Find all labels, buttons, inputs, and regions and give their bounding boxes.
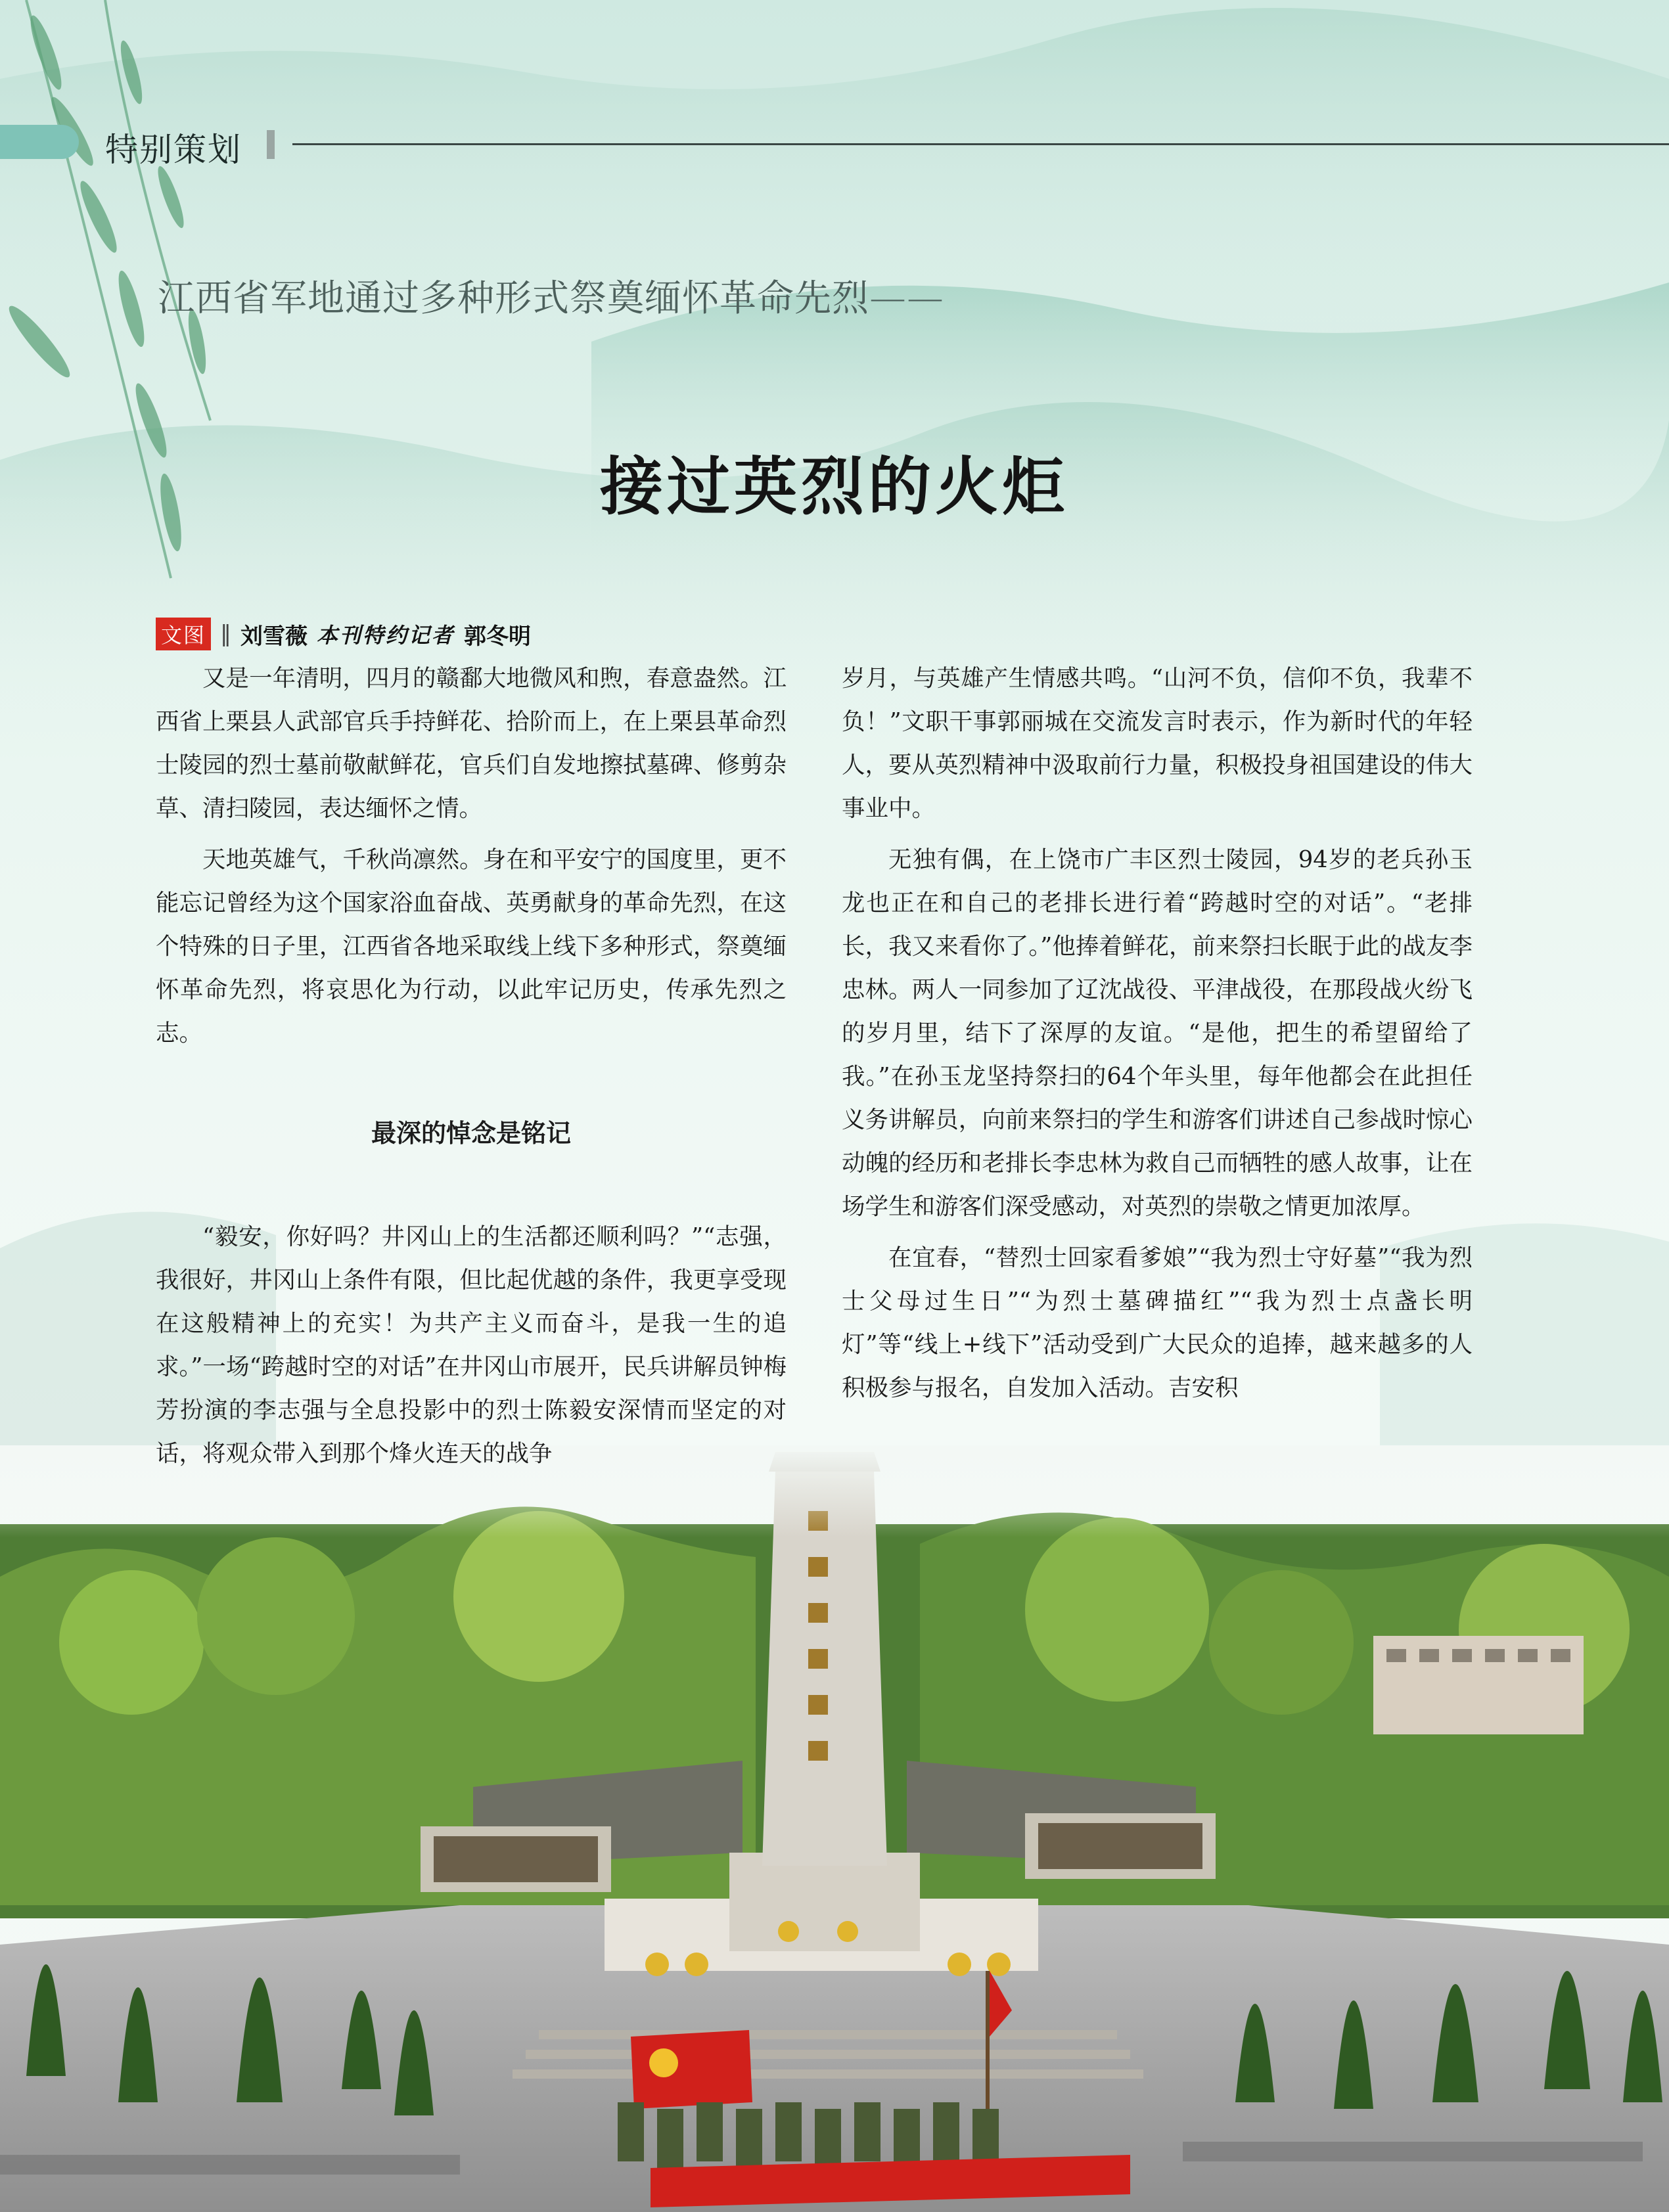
article-column-left <box>156 657 787 1483</box>
byline-tag: 文图 <box>156 618 211 650</box>
byline-separator: ‖ <box>220 621 232 647</box>
article-headline: 接过英烈的火炬 <box>600 450 1069 524</box>
article-kicker: 江西省军地通过多种形式祭奠缅怀革命先烈—— <box>158 277 944 320</box>
section-divider-bar <box>267 130 275 159</box>
byline <box>156 619 531 649</box>
paragraph-2: 天地英雄气，千秋尚凛然。身在和平安宁的国度里，更不能忘记曾经为这个国家浴血奋战、英勇献身的革命先烈，在这个特殊的日子里，江西省各地采取线上线下多种形式，祭奠缅怀革命先烈，将哀思化为行动，以此牢记历史，传承先烈之志。 <box>156 846 787 1047</box>
section-subhead: 最深的悼念是铭记 <box>371 1119 571 1148</box>
martyrs-monument-photo <box>0 1445 1669 2212</box>
byline-author-1: 刘雪薇 <box>240 623 308 650</box>
byline-author-2: 郭冬明 <box>464 623 532 650</box>
header-rule <box>292 143 1669 145</box>
byline-role: 本刊特约记者 <box>317 623 455 648</box>
paragraph-5: 在宜春，“替烈士回家看爹娘”“我为烈士守好墓”“我为烈士父母过生日”“为烈士墓碑描红”“我为烈士点盏长明灯”等“线上+线下”活动受到广大民众的追捧，越来越多的人积极参与报名，自发加入活动。吉安积 <box>842 1244 1473 1401</box>
paragraph-3-continued: 岁月，与英雄产生情感共鸣。“山河不负，信仰不负，我辈不负！”文职干事郭丽城在交流发言时表示，作为新时代的年轻人，要从英烈精神中汲取前行力量，积极投身祖国建设的伟大事业中。 <box>842 665 1473 822</box>
paragraph-1: 又是一年清明，四月的赣鄱大地微风和煦，春意盎然。江西省上栗县人武部官兵手持鲜花、拾阶而上，在上栗县革命烈士陵园的烈士墓前敬献鲜花，官兵们自发地擦拭墓碑、修剪杂草、清扫陵园，表达缅怀之情。 <box>156 665 787 822</box>
paragraph-3: “毅安，你好吗？井冈山上的生活都还顺利吗？”“志强，我很好，井冈山上条件有限，但比起优越的条件，我更享受现在这般精神上的充实！为共产主义而奋斗，是我一生的追求。”一场“跨越时空的对话”在井冈山市展开，民兵讲解员钟梅芳扮演的李志强与全息投影中的烈士陈毅安深情而坚定的对话，将观众带入到那个烽火连天的战争 <box>156 1223 787 1467</box>
article-column-right <box>842 657 1473 1418</box>
section-accent-pill <box>0 125 79 159</box>
section-label: 特别策划 <box>105 131 242 169</box>
paragraph-4: 无独有偶，在上饶市广丰区烈士陵园，94岁的老兵孙玉龙也正在和自己的老排长进行着“跨越时空的对话”。“老排长，我又来看你了。”他捧着鲜花，前来祭扫长眠于此的战友李忠林。两人一同参加了辽沈战役、平津战役，在那段战火纷飞的岁月里，结下了深厚的友谊。“是他，把生的希望留给了我。”在孙玉龙坚持祭扫的64个年头里，每年他都会在此担任义务讲解员，向前来祭扫的学生和游客们讲述自己参战时惊心动魄的经历和老排长李忠林为救自己而牺牲的感人故事，让在场学生和游客们深受感动，对英烈的崇敬之情更加浓厚。 <box>842 846 1473 1220</box>
